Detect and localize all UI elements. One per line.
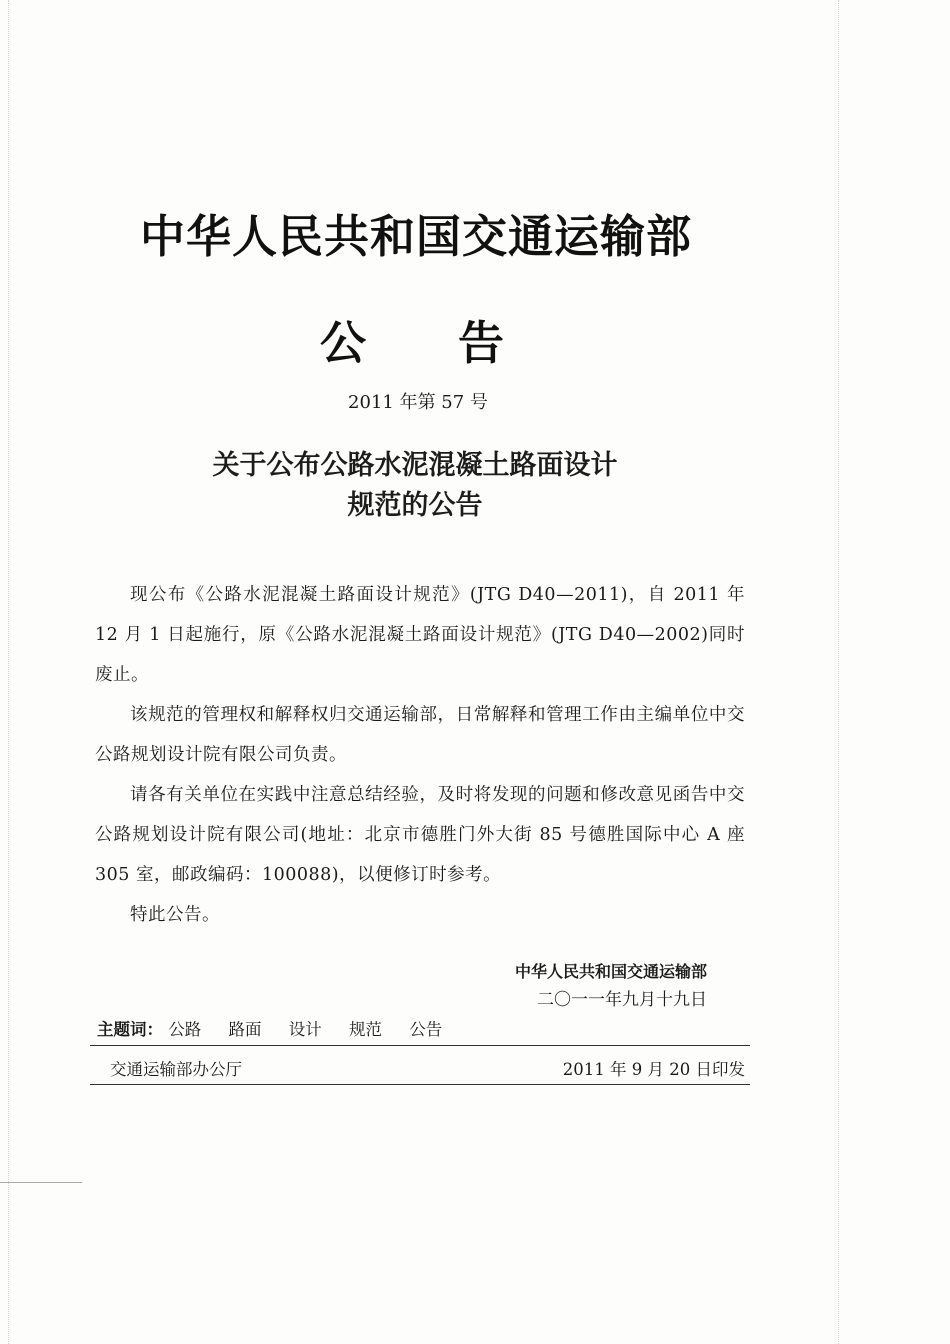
scan-artifact-line — [0, 1182, 82, 1183]
keyword-item: 路面 — [228, 1020, 262, 1039]
scan-edge-right — [838, 0, 840, 1344]
subject-line-1: 关于公布公路水泥混凝土路面设计 — [212, 450, 618, 481]
body-text — [95, 575, 745, 935]
paragraph-3: 请各有关单位在实践中注意总结经验，及时将发现的问题和修改意见函告中交公路规划设计院有限公司(地址：北京市德胜门外大街 85 号德胜国际中心 A 座 305 室，邮政编码：100088)，以便修订时参考。 — [95, 785, 745, 885]
notice-title-char-2: 告 — [458, 316, 504, 370]
keyword-item: 公告 — [409, 1020, 443, 1039]
footer-issuer: 交通运输部办公厅 — [110, 1060, 242, 1079]
signature-block — [470, 958, 715, 1014]
footer-print-date: 2011 年 9 月 20 日印发 — [562, 1060, 745, 1079]
notice-title-char-1: 公 — [320, 316, 366, 370]
paragraph-1: 现公布《公路水泥混凝土路面设计规范》(JTG D40—2011)，自 2011 年 12 月 1 日起施行，原《公路水泥混凝土路面设计规范》(JTG D40—2002)同时废止。 — [95, 585, 745, 685]
scan-edge-left — [8, 0, 10, 1344]
paragraph-4: 特此公告。 — [130, 905, 220, 925]
subject-heading — [0, 446, 830, 526]
ministry-title: 中华人民共和国交通运输部 — [140, 210, 693, 263]
divider-top — [90, 1045, 750, 1046]
keywords-label: 主题词： — [97, 1020, 163, 1039]
keywords-line — [97, 1016, 747, 1040]
keyword-item: 设计 — [288, 1020, 322, 1039]
divider-bottom — [90, 1084, 750, 1085]
signature-org: 中华人民共和国交通运输部 — [514, 962, 707, 981]
paragraph-2: 该规范的管理权和解释权归交通运输部，日常解释和管理工作由主编单位中交公路规划设计院有限公司负责。 — [95, 705, 745, 765]
keyword-item: 规范 — [349, 1020, 382, 1039]
signature-date: 二〇一一年九月十九日 — [537, 990, 707, 1010]
subject-line-2: 规范的公告 — [347, 490, 483, 521]
document-number: 2011 年第 57 号 — [348, 392, 488, 413]
keyword-item: 公路 — [168, 1020, 202, 1039]
